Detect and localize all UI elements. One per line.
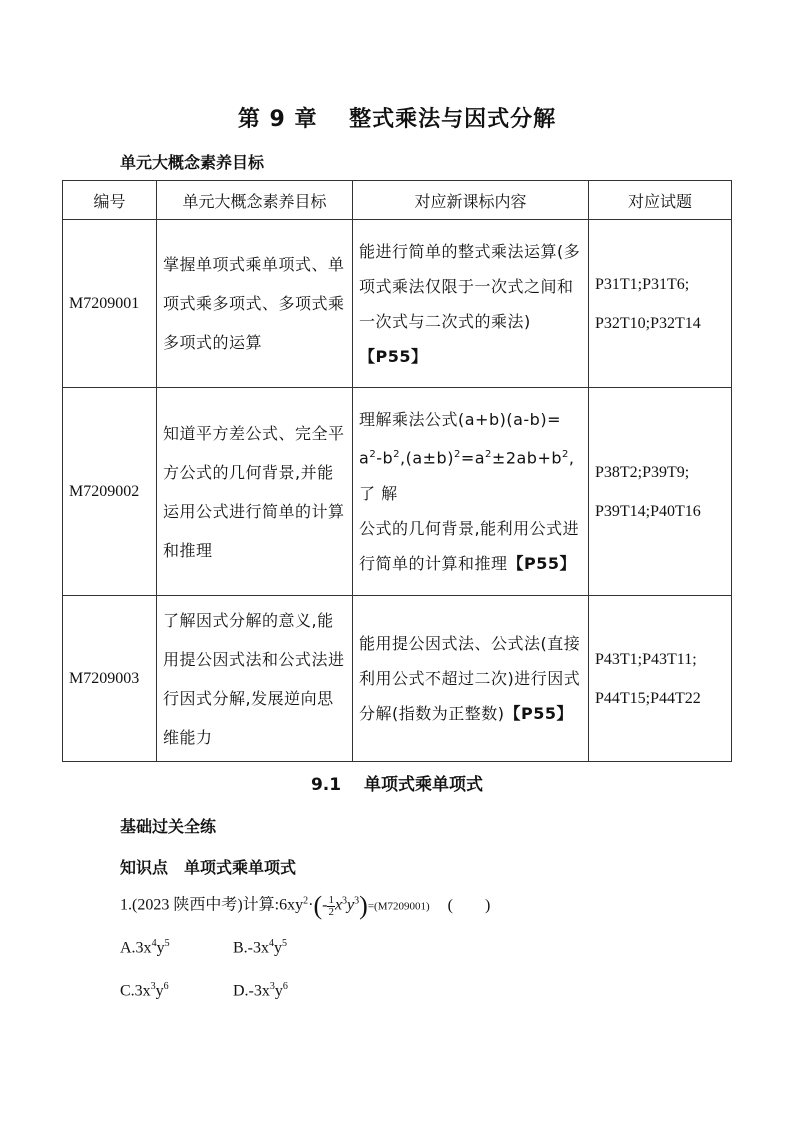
row-code: M7209003 bbox=[63, 596, 157, 762]
goals-table bbox=[62, 180, 732, 762]
row-questions bbox=[589, 220, 732, 388]
row-goal: 掌握单项式乘单项式、单项式乘多项式、多项式乘多项式的运算 bbox=[157, 220, 353, 388]
answer-blank[interactable]: ( ) bbox=[447, 896, 491, 914]
standard-ref: 【P55】 bbox=[359, 346, 428, 366]
standard-line: 理解乘法公式(a+b)(a-b)= bbox=[359, 410, 561, 430]
table-row bbox=[63, 596, 732, 762]
row-code: M7209002 bbox=[63, 388, 157, 596]
standard-text: 能进行简单的整式乘法运算(多项式乘法仅限于一次式之间和一次式与二次式的乘法) bbox=[359, 241, 581, 331]
option-d[interactable]: $D.-3x^3y^6$ bbox=[233, 981, 288, 1000]
option-a[interactable]: $A.3x^4y^5$ bbox=[120, 938, 170, 957]
header-questions: 对应试题 bbox=[589, 181, 732, 220]
header-code: 编号 bbox=[63, 181, 157, 220]
practice-heading: 基础过关全练 bbox=[120, 817, 217, 836]
row-code: M7209001 bbox=[63, 220, 157, 388]
option-c[interactable]: $C.3x^3y^6$ bbox=[120, 981, 169, 1000]
table-row bbox=[63, 220, 732, 388]
row-standard bbox=[353, 596, 589, 762]
standard-text: 能用提公因式法、公式法(直接利用公式不超过二次)进行因式分解(指数为正整数) bbox=[359, 634, 581, 723]
standard-ref: 【P55】 bbox=[504, 704, 573, 723]
header-goal: 单元大概念素养目标 bbox=[157, 181, 353, 220]
question-ref-line: P38T2;P39T9; bbox=[595, 463, 690, 481]
row-standard bbox=[353, 388, 589, 596]
standard-ref: 【P55】 bbox=[507, 553, 577, 573]
question-ref-line: P32T10;P32T14 bbox=[595, 314, 701, 332]
knowledge-point: 知识点 单项式乘单项式 bbox=[120, 858, 297, 877]
row-standard bbox=[353, 220, 589, 388]
chapter-title: 第 9 章 整式乘法与因式分解 bbox=[237, 107, 557, 132]
question-ref-line: P39T14;P40T16 bbox=[595, 502, 701, 520]
row-questions bbox=[589, 596, 732, 762]
row-questions bbox=[589, 388, 732, 596]
table-row bbox=[63, 388, 732, 596]
question-ref-line: P44T15;P44T22 bbox=[595, 689, 701, 707]
goals-heading: 单元大概念素养目标 bbox=[120, 153, 265, 172]
row-goal: 了解因式分解的意义,能用提公因式法和公式法进行因式分解,发展逆向思维能力 bbox=[157, 596, 353, 762]
option-b[interactable]: $B.-3x^4y^5$ bbox=[233, 938, 287, 957]
row-goal: 知道平方差公式、完全平方公式的几何背景,并能运用公式进行简单的计算和推理 bbox=[157, 388, 353, 596]
table-header-row bbox=[63, 181, 732, 220]
fraction: $\frac{1}{2}$ bbox=[328, 893, 334, 918]
question-ref-line: P31T1;P31T6; bbox=[595, 275, 690, 293]
standard-formula-line: $a^2-b^2,(a\pm b)^2=a^2\pm 2ab+b^2$,了 解 bbox=[359, 448, 575, 503]
section-title: 9.1 单项式乘单项式 bbox=[310, 775, 484, 795]
question-1-stem: 1.(2023 陕西中考)计算$:6xy^2\cdot(-$ $\frac{1}{2}$ $x^3y^3)=(M7209001)$ ( ) bbox=[120, 891, 491, 920]
question-ref-line: P43T1;P43T11; bbox=[595, 650, 697, 668]
standard-text: 公式的几何背景,能利用公式进行简单的计算和推理 bbox=[359, 518, 580, 573]
header-standard: 对应新课标内容 bbox=[353, 181, 589, 220]
